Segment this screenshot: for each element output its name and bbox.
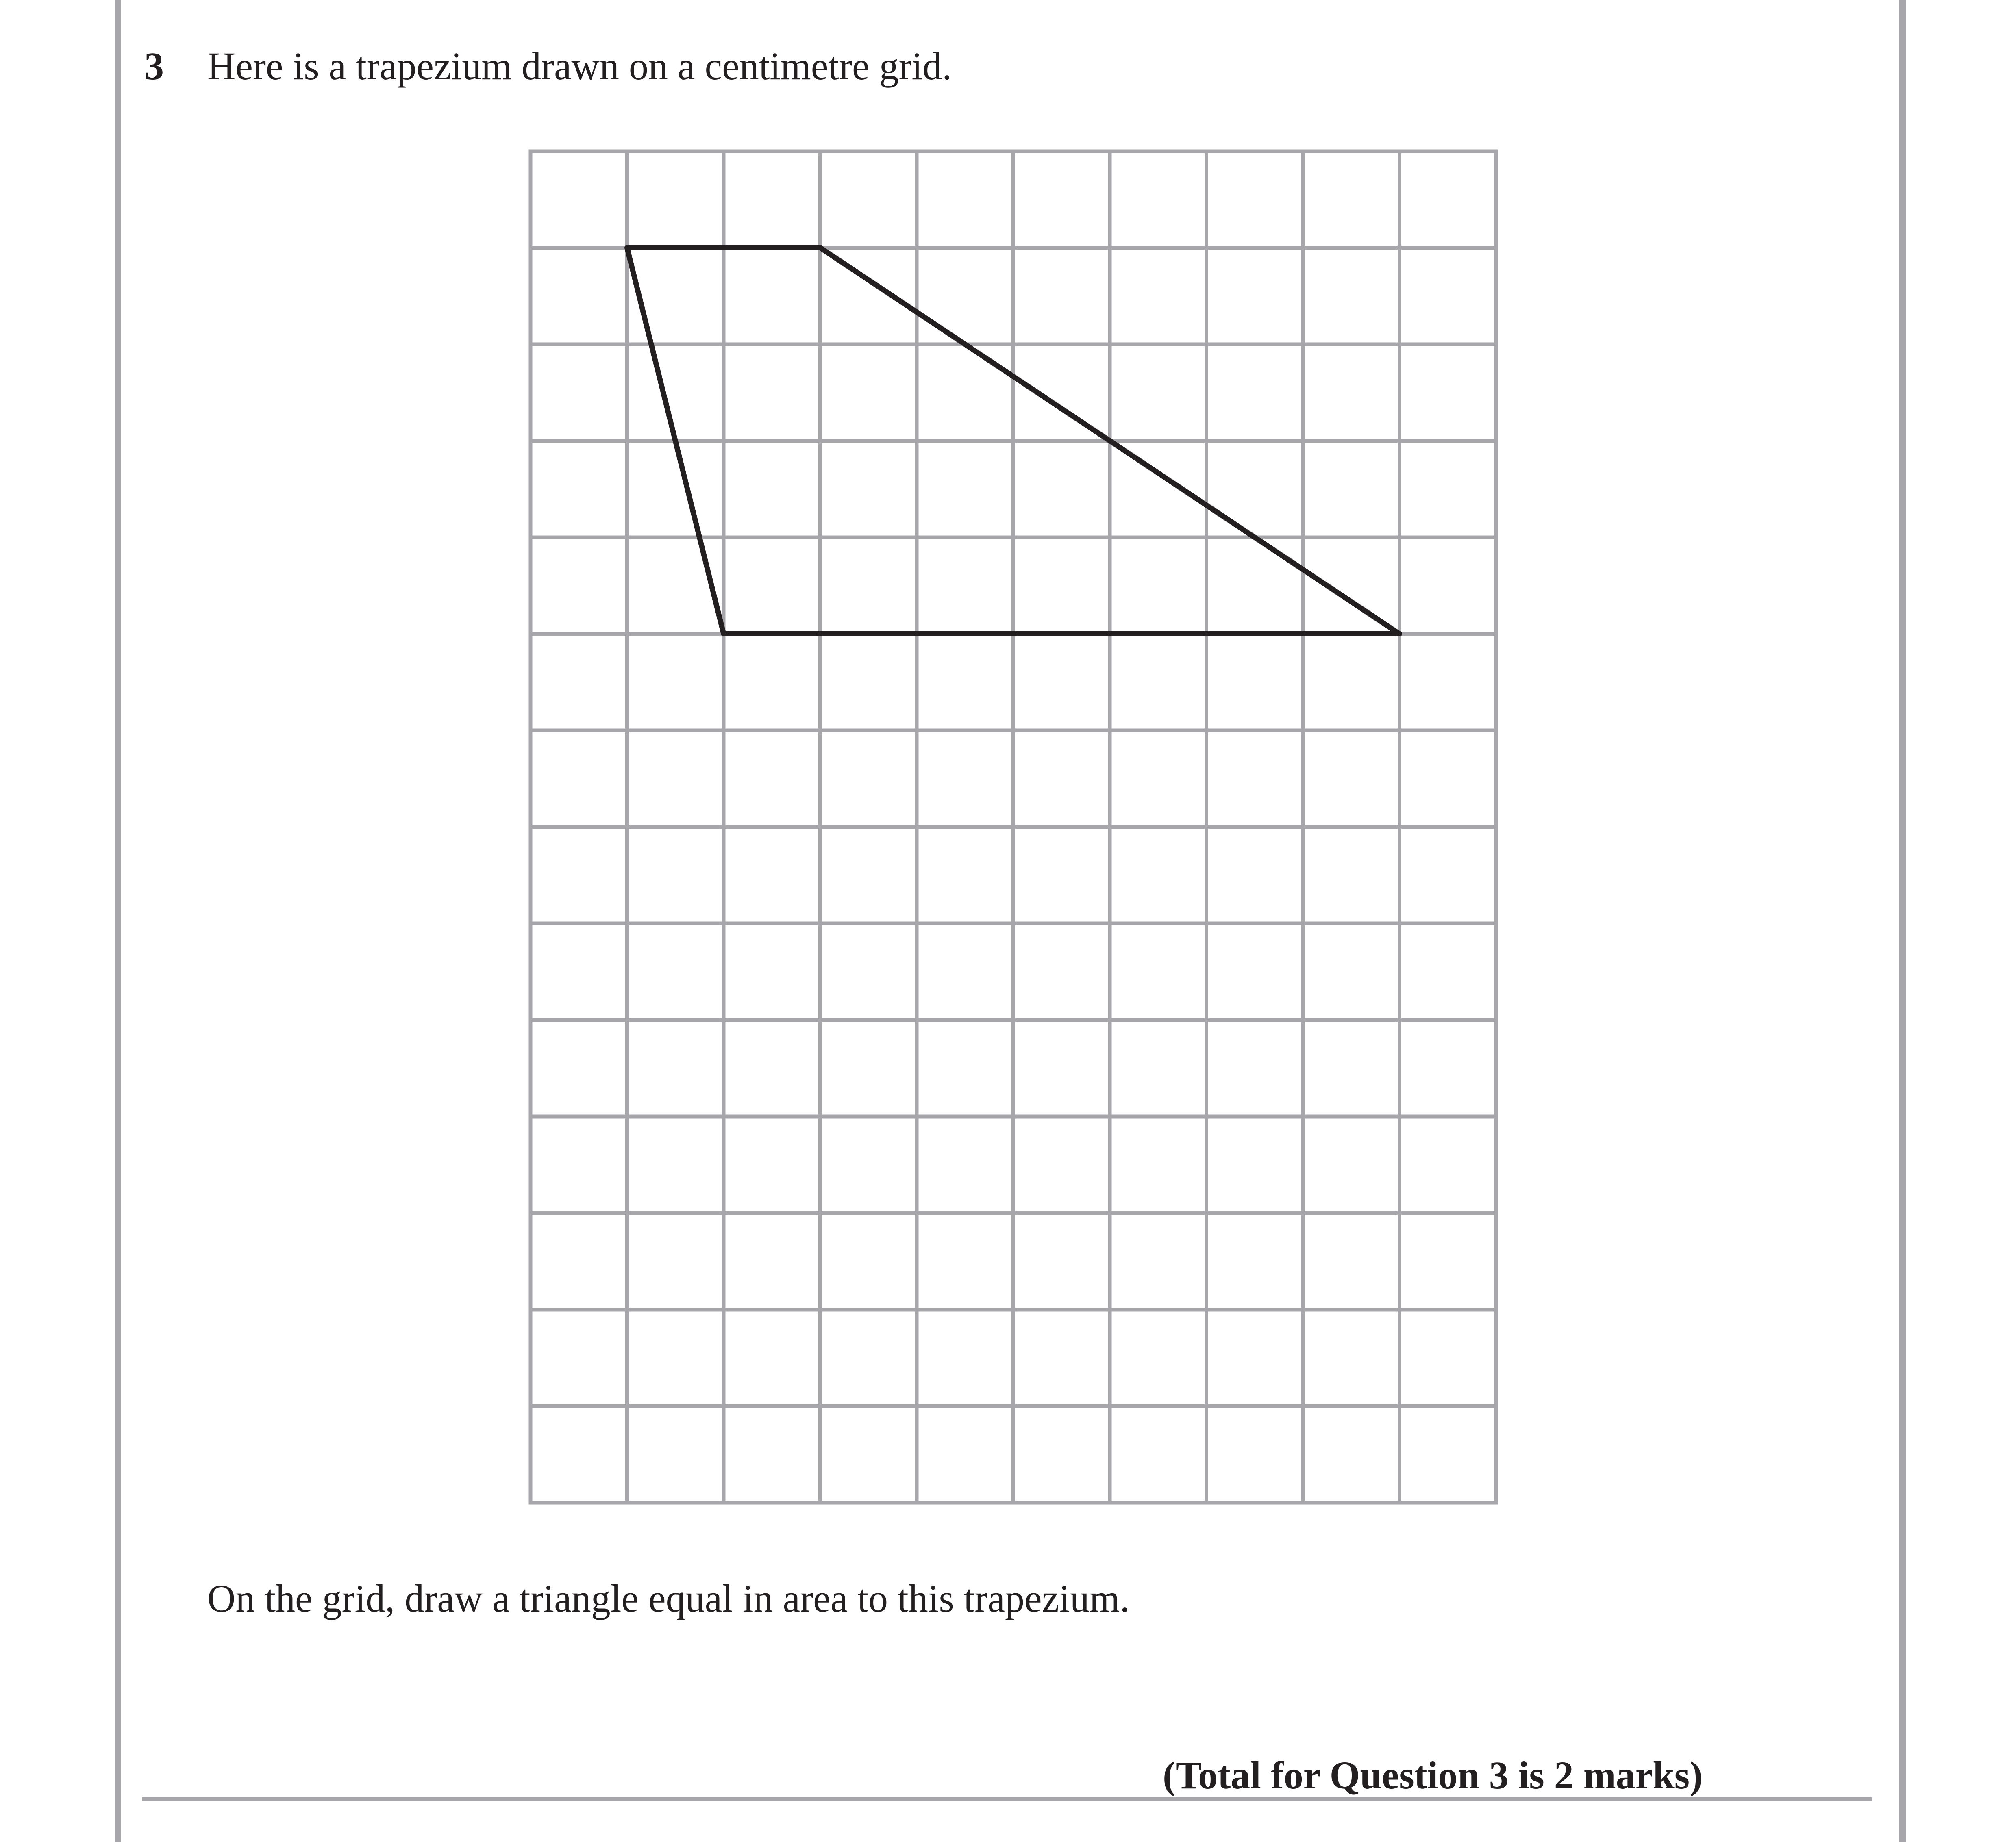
- question-stem: Here is a trapezium drawn on a centimetre grid.: [207, 44, 952, 88]
- total-marks: (Total for Question 3 is 2 marks): [1163, 1753, 1703, 1797]
- question-number: 3: [144, 44, 164, 88]
- bottom-rule: [142, 1797, 1872, 1801]
- question-instruction: On the grid, draw a triangle equal in area to this trapezium.: [207, 1577, 1130, 1620]
